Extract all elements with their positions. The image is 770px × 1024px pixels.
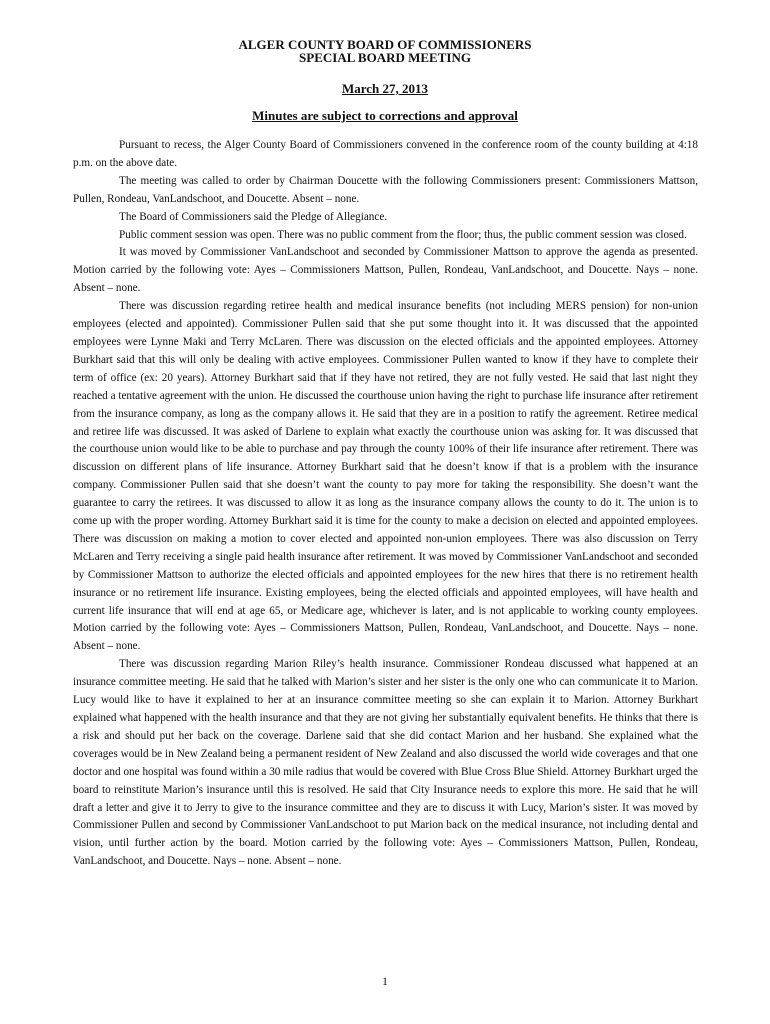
minutes-notice: Minutes are subject to corrections and approval: [252, 108, 518, 123]
paragraph: The meeting was called to order by Chairman Doucette with the following Commissioners present: Commissioners Mattson, Pullen, Rondeau, VanLandschoot, and Doucette. Absent – none.: [73, 174, 698, 205]
page-number: 1: [382, 976, 388, 988]
paragraph: There was discussion regarding retiree health and medical insurance benefits (not including MERS pension) for non-union employees (elected and appointed). Commissioner Pullen said that she put some thought into it. It was discussed that the appointed employees were Lynne Maki and Terry McLaren. There was discussion on the elected officials and the appointed employees. Attorney Burkhart said that this will only be dealing with active employees. Commissioner Pullen wanted to know if they have to complete their term of office (ex: 20 years). Attorney Burkhart said that if they have not retired, they are not fully vested. He said that last night they reached a tentative agreement with the union. He discussed the courthouse union having the right to purchase life insurance after retirement from the insurance company, as long as the company allows it. He said that they are in a position to ratify the agreement. Retiree medical and retiree life was discussed. It was asked of Darlene to explain what exactly the courthouse union was asking for. It was discussed that the courthouse union would like to be able to purchase and pay through the county 100% of their life insurance after retirement. There was discussion on different plans of life insurance. Attorney Burkhart said that he doesn’t know if that is a problem with the insurance company. Commissioner Pullen said that she doesn’t want the county to pay more for taking the responsibility. She doesn’t want the guarantee to carry the retirees. It was discussed to allow it as long as the insurance company allows the county to do it. The union is to come up with the proper wording. Attorney Burkhart said it is time for the county to make a decision on elected and appointed employees. There was discussion on making a motion to cover elected and appointed non-union employees. There was also discussion on Terry McLaren and Terry receiving a single paid health insurance after retirement. It was moved by Commissioner VanLandschoot and seconded by Commissioner Mattson to authorize the elected officials and appointed employees for the new hires that there is no retirement health insurance or no retirement life insurance. Existing employees, being the elected officials and appointed employees, will have health and current life insurance that will end at age 65, or Medicare age, whichever is later, and is not applicable to working county employees. Motion carried by the following vote: Ayes – Commissioners Mattson, Pullen, Rondeau, VanLandschoot, and Doucette. Nays – none. Absent – none.: [73, 300, 698, 653]
paragraph: Public comment session was open. There was no public comment from the floor; thus, the public comment session was closed.: [119, 228, 687, 241]
board-name: ALGER COUNTY BOARD OF COMMISSIONERS: [238, 37, 532, 52]
paragraph: There was discussion regarding Marion Riley’s health insurance. Commissioner Rondeau discussed what happened at an insurance committee meeting. He said that he talked with Marion’s sister and her sister is the only one who can communicate it to Marion. Lucy would like to have it explained to her at an insurance committee meeting so she can explain it to Marion. Attorney Burkhart explained what happened with the health insurance and that they are not giving her substantially equivalent benefits. He thinks that there is a risk and should put her back on the coverage. Darlene said that she did contact Marion and her husband. She explained what the coverages would be in New Zealand being a permanent resident of New Zealand and also discussed the world wide coverages and that one doctor and one hospital was found within a 30 mile radius that would be covered with Blue Cross Blue Shield. Attorney Burkhart urged the board to reinstitute Marion’s insurance until this is resolved. He said that City Insurance needs to explore this more. He said that he will draft a letter and give it to Jerry to give to the insurance committee and they are to discuss it with Lucy, Marion’s sister. It was moved by Commissioner Pullen and second by Commissioner VanLandschoot to put Marion back on the medical insurance, not including dental and vision, until further action by the board. Motion carried by the following vote: Ayes – Commissioners Mattson, Pullen, Rondeau, VanLandschoot, and Doucette. Nays – none. Absent – none.: [73, 658, 698, 868]
meeting-date: March 27, 2013: [341, 81, 429, 96]
paragraph: It was moved by Commissioner VanLandschoot and seconded by Commissioner Mattson to approve the agenda as presented. Motion carried by the following vote: Ayes – Commissioners Mattson, Pullen, Rondeau, VanLandschoot, and Doucette. Nays – none. Absent – none.: [73, 246, 698, 295]
paragraph: Pursuant to recess, the Alger County Board of Commissioners convened in the conference room of the county building at 4:18 p.m. on the above date.: [73, 139, 698, 169]
meeting-type: SPECIAL BOARD MEETING: [299, 50, 471, 65]
paragraph: The Board of Commissioners said the Pledge of Allegiance.: [119, 210, 388, 223]
minutes-body: [73, 137, 698, 871]
document-header: [0, 38, 770, 122]
